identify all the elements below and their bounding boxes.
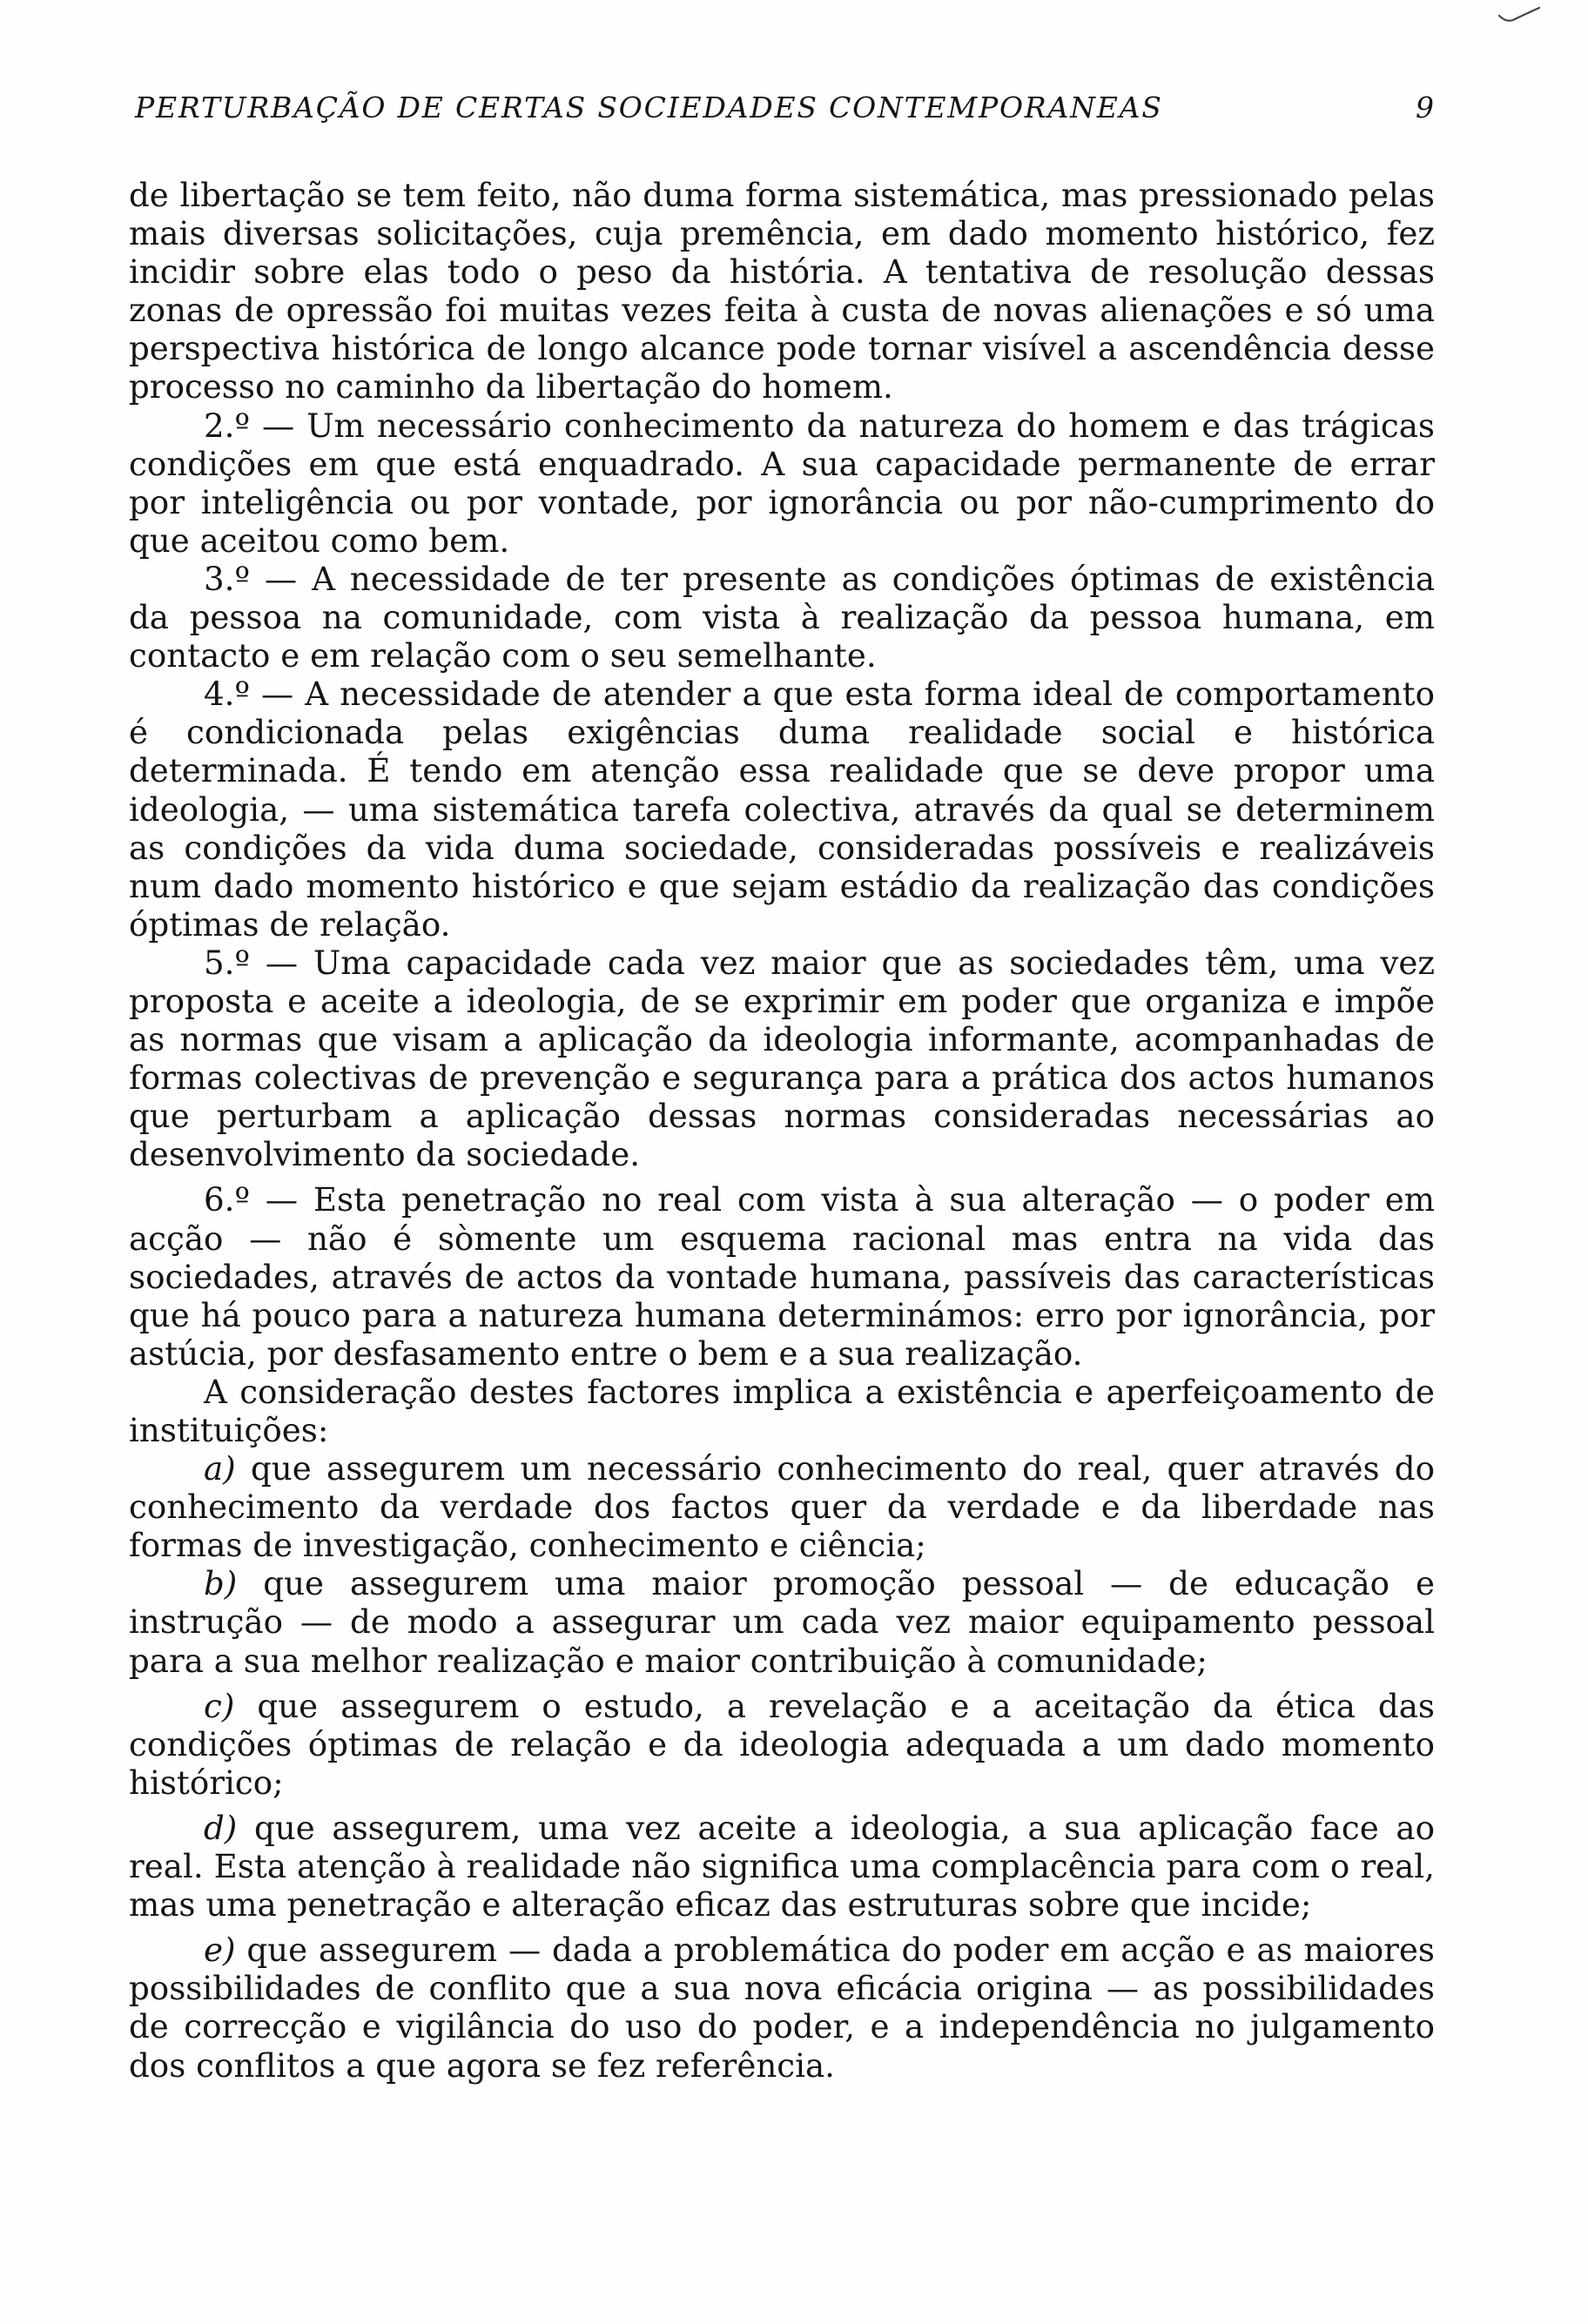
list-item-text: que assegurem o estudo, a revelação e a aceitação da ética das condições óptimas de relação e da ideologia adequada a um dado momento histórico; [129, 1686, 1435, 1802]
paragraph-point-4: 4.º — A necessidade de atender a que esta forma ideal de comportamento é condicionada pelas exigências duma realidade social e histórica determinada. É tendo em atenção essa realidade que se deve propor uma ideologia, — uma sistemática tarefa colectiva, através da qual se determinem as condições da vida duma sociedade, consideradas possíveis e realizáveis num dado momento histórico e que sejam estádio da realização das condições óptimas de relação. [129, 675, 1435, 944]
page-number: 9 [1416, 91, 1434, 124]
paragraph-point-2: 2.º — Um necessário conhecimento da natureza do homem e das trágicas condições em que está enquadrado. A sua capacidade permanente de errar por inteligência ou por vontade, por ignorância ou por não-cumprimento do que aceitou como bem. [129, 406, 1435, 560]
list-item-text: que assegurem um necessário conhecimento do real, quer através do conhecimento da verdade dos factos quer da verdade e da liberdade nas formas de investigação, conhecimento e ciência; [129, 1449, 1436, 1565]
list-item [129, 1449, 1435, 1564]
pencil-check-mark [1497, 5, 1541, 26]
list-item [129, 1687, 1435, 1802]
list-item-letter: a) [204, 1449, 236, 1488]
list-item [129, 1564, 1435, 1679]
body-text [129, 176, 1435, 2085]
running-title: PERTURBAÇÃO DE CERTAS SOCIEDADES CONTEMPORANEAS [135, 91, 1163, 124]
paragraph-point-5: 5.º — Uma capacidade cada vez maior que as sociedades têm, uma vez proposta e aceite a ideologia, de se exprimir em poder que organiza e impõe as normas que visam a aplicação da ideologia informante, acompanhadas de formas colectivas de prevenção e segurança para a prática dos actos humanos que perturbam a aplicação dessas normas consideradas necessárias ao desenvolvimento da sociedade. [129, 943, 1435, 1174]
paragraph-point-3: 3.º — A necessidade de ter presente as condições óptimas de existência da pessoa na comunidade, com vista à realização da pessoa humana, em contacto e em relação com o seu semelhante. [129, 559, 1435, 675]
paragraph-point-6: 6.º — Esta penetração no real com vista à sua alteração — o poder em acção — não é sòmente um esquema racional mas entra na vida das sociedades, através de actos da vontade humana, passíveis das características que há pouco para a natureza humana determinámos: erro por ignorância, por astúcia, por desfasamento entre o bem e a sua realização. [129, 1180, 1435, 1373]
paragraph-factors-intro: A consideração destes factores implica a existência e aperfeiçoamento de instituições: [129, 1372, 1435, 1449]
list-item-text: que assegurem, uma vez aceite a ideologia, a sua aplicação face ao real. Esta atenção à realidade não significa uma complacência para com o real, mas uma penetração e alteração eficaz das estruturas sobre que incide; [129, 1808, 1435, 1924]
list-item-letter: b) [204, 1564, 238, 1603]
running-head [135, 91, 1434, 134]
list-item-letter: c) [204, 1686, 235, 1725]
list-item-text: que assegurem uma maior promoção pessoal — de educação e instrução — de modo a assegurar um cada vez maior equipamento pessoal para a sua melhor realização e maior contribuição à comunidade; [129, 1564, 1435, 1680]
list-item [129, 1809, 1435, 1924]
list-item [129, 1931, 1435, 2084]
list-item-letter: e) [204, 1931, 236, 1970]
list-item-text: que assegurem — dada a problemática do poder em acção e as maiores possibilidades de conflito que a sua nova eficácia origina — as possibilidades de correcção e vigilância do uso do poder, e a independência no julgamento dos conflitos a que agora se fez referência. [129, 1931, 1436, 2085]
list-item-letter: d) [204, 1808, 238, 1847]
paragraph-continuation: de libertação se tem feito, não duma forma sistemática, mas pressionado pelas mais diversas solicitações, cuja premência, em dado momento histórico, fez incidir sobre elas todo o peso da história. A tentativa de resolução dessas zonas de opressão foi muitas vezes feita à custa de novas alienações e só uma perspectiva histórica de longo alcance pode tornar visível a ascendência desse processo no caminho da libertação do homem. [129, 176, 1435, 406]
